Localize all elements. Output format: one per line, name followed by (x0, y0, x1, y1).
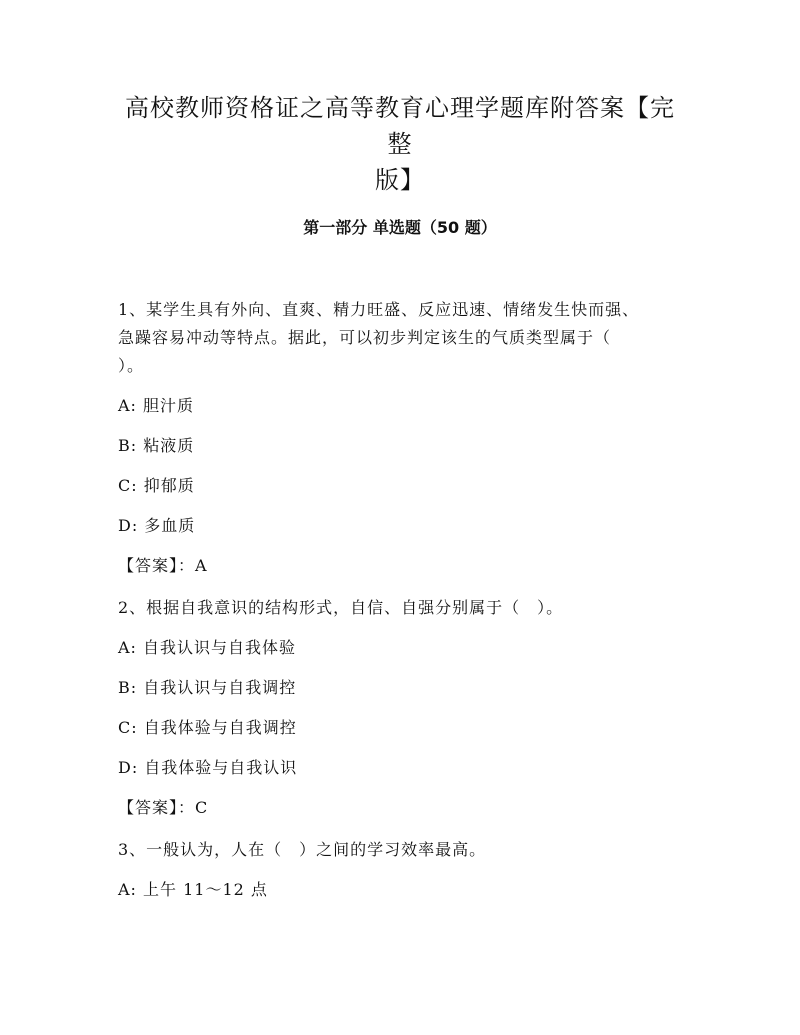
question-1-stem-line-1: 1、某学生具有外向、直爽、精力旺盛、反应迅速、情绪发生快而强、 (118, 300, 640, 319)
question-2-option-a: A: 自我认识与自我体验 (118, 638, 297, 657)
document-title (120, 90, 680, 198)
question-2-option-b: B: 自我认识与自我调控 (118, 678, 297, 697)
question-1-option-b: B: 粘液质 (118, 436, 195, 455)
question-2-stem-line-1: 2、根据自我意识的结构形式，自信、自强分别属于（ ）。 (118, 598, 564, 617)
document-title-line-1: 高校教师资格证之高等教育心理学题库附答案【完整 (125, 94, 675, 158)
question-1-option-a: A: 胆汁质 (118, 396, 195, 415)
question-1-stem-line-2: 急躁容易冲动等特点。据此，可以初步判定该生的气质类型属于（ (118, 328, 612, 347)
question-1-stem-line-3: ）。 (118, 356, 145, 375)
question-2-option-c: C: 自我体验与自我调控 (118, 718, 297, 737)
question-3-option-a: A: 上午 11～12 点 (118, 880, 268, 899)
question-2-answer: 【答案】：C (118, 798, 209, 817)
question-1-option-c: C: 抑郁质 (118, 476, 195, 495)
question-1-answer: 【答案】：A (118, 556, 208, 575)
question-3-stem-line-1: 3、一般认为，人在（ ）之间的学习效率最高。 (118, 840, 487, 859)
document-title-line-2: 版】 (375, 166, 425, 194)
question-1-option-d: D: 多血质 (118, 516, 196, 535)
question-2-option-d: D: 自我体验与自我认识 (118, 758, 298, 777)
section-title: 第一部分 单选题（50 题） (303, 218, 497, 237)
